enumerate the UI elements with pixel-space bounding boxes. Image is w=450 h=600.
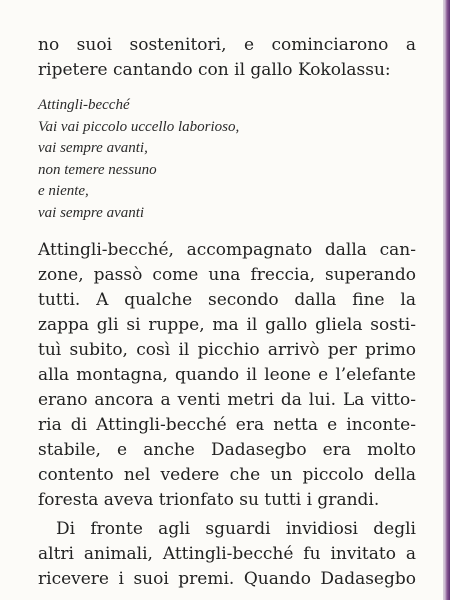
text-line: zappa gli si ruppe, ma il gallo gliela sosti- bbox=[38, 315, 416, 335]
page-edge bbox=[443, 0, 450, 600]
text-line: Attingli-becché, accompagnato dalla can- bbox=[38, 240, 416, 260]
poem-line: Attingli-becché bbox=[38, 97, 130, 113]
text-line: no suoi sostenitori, e cominciarono a bbox=[38, 35, 416, 55]
text-line: altri animali, Attingli-becché fu invitato a bbox=[38, 544, 416, 564]
text-line: foresta aveva trionfato su tutti i grandi. bbox=[38, 490, 380, 510]
text-line: ricevere i suoi premi. Quando Dadasegbo bbox=[38, 569, 416, 589]
text-line: tutti. A qualche secondo dalla fine la bbox=[38, 290, 416, 310]
text-line: ripetere cantando con il gallo Kokolassu: bbox=[38, 60, 391, 80]
paragraph-2 bbox=[38, 517, 416, 592]
poem-line: Vai vai piccolo uccello laborioso, bbox=[38, 118, 240, 135]
poem-line: vai sempre avanti, bbox=[38, 140, 148, 156]
text-line: contento nel vedere che un piccolo della bbox=[38, 465, 416, 485]
text-line: zone, passò come una freccia, superando bbox=[38, 265, 416, 285]
text-line: Di fronte agli sguardi invidiosi degli bbox=[56, 519, 416, 539]
opening-lines bbox=[38, 33, 416, 83]
text-line: ria di Attingli-becché era netta e inconte- bbox=[38, 415, 416, 435]
poem-line: vai sempre avanti bbox=[38, 204, 145, 221]
text-line: alla montagna, quando il leone e l’elefante bbox=[38, 365, 416, 385]
poem-line: non temere nessuno bbox=[38, 161, 157, 178]
paragraph-1 bbox=[38, 238, 416, 513]
poem bbox=[38, 95, 416, 224]
page-text bbox=[38, 33, 416, 592]
poem-line: e niente, bbox=[38, 183, 89, 199]
text-line: erano ancora a venti metri da lui. La vitto- bbox=[38, 390, 416, 410]
text-line: tuì subito, così il picchio arrivò per primo bbox=[38, 340, 416, 360]
text-line: stabile, e anche Dadasegbo era molto bbox=[38, 440, 416, 460]
